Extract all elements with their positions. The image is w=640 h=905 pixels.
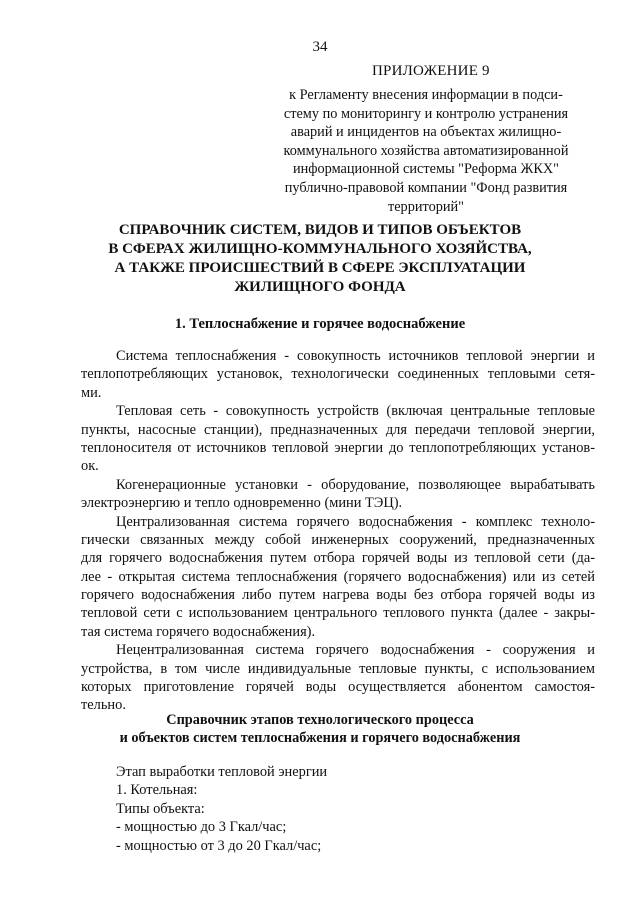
list-item: - мощностью от 3 до 20 Гкал/час;: [116, 837, 322, 854]
section-heading: 1. Теплоснабжение и горячее водоснабжение: [174, 316, 466, 332]
paragraph-line: пункты, насосные станции), предназначенных для передачи тепловой энергии,: [81, 421, 595, 438]
document-title: [60, 221, 580, 297]
paragraph-line: устройства, в том числе индивидуальные тепловые пункты, с использованием: [81, 660, 595, 677]
paragraph-line: гически связанных между собой инженерных сооружений, предназначенных: [81, 531, 595, 548]
paragraph-line: лее - открытая система теплоснабжения (горячего водоснабжения) или из сетей: [81, 568, 595, 585]
paragraph-line: теплоносителя от источников тепловой энергии до теплопотребляющих установ-: [81, 439, 595, 456]
body-text: [81, 347, 595, 715]
paragraph-line: для горячего водоснабжения путем отбора горячей воды из тепловой сети (да-: [81, 550, 595, 567]
paragraph-line: электроэнергию и тепло одновременно (мини ТЭЦ).: [81, 495, 403, 512]
document-title-line: В СФЕРАХ ЖИЛИЩНО-КОММУНАЛЬНОГО ХОЗЯЙСТВА,: [108, 241, 532, 257]
paragraph-line: Централизованная система горячего водоснабжения - комплекс техноло-: [116, 513, 595, 530]
paragraph-line: тепловой сети с использованием центрального теплового пункта (далее - закры-: [81, 605, 595, 622]
appendix-reference-line: коммунального хозяйства автоматизированной: [283, 142, 569, 159]
reference-subheading: [60, 711, 580, 748]
list-item: Типы объекта:: [116, 800, 205, 817]
paragraph-heat-network: [81, 402, 595, 476]
list-item: 1. Котельная:: [116, 782, 198, 799]
appendix-reference-line: аварий и инцидентов на объектах жилищно-: [290, 124, 562, 141]
paragraph-line: ми.: [81, 384, 102, 401]
reference-subheading-line: Справочник этапов технологического процесса: [166, 712, 474, 728]
paragraph-line: Когенерационные установки - оборудование, позволяющее вырабатывать: [116, 476, 595, 493]
paragraph-line: Тепловая сеть - совокупность устройств (включая центральные тепловые: [116, 403, 595, 420]
paragraph-centralized-hot-water: [81, 513, 595, 642]
appendix-reference-line: территорий": [387, 198, 465, 215]
paragraph-line: Нецентрализованная система горячего водоснабжения - сооружения и: [116, 642, 595, 659]
appendix-reference: [268, 86, 584, 216]
document-title-line: СПРАВОЧНИК СИСТЕМ, ВИДОВ И ТИПОВ ОБЪЕКТОВ: [118, 222, 522, 238]
paragraph-line: теплопотребляющих установок, технологически соединенных тепловыми сетя-: [81, 366, 595, 383]
appendix-reference-line: информационной системы "Реформа ЖКХ": [292, 161, 560, 178]
appendix-reference-line: публично-правовой компании "Фонд развития: [284, 179, 568, 196]
paragraph-line: которых приготовление горячей воды осуществляется абонентом самостоя-: [81, 679, 595, 696]
stage-list: [116, 763, 576, 855]
paragraph-heat-supply-system: [81, 347, 595, 402]
paragraph-line: тая система горячего водоснабжения).: [81, 623, 316, 640]
paragraph-line: тельно.: [81, 697, 126, 714]
paragraph-cogeneration: [81, 476, 595, 513]
document-title-line: ЖИЛИЩНОГО ФОНДА: [234, 279, 406, 295]
paragraph-line: Система теплоснабжения - совокупность источников тепловой энергии и: [116, 348, 595, 364]
paragraph-line: горячего водоснабжения либо путем нагрева воды без отбора горячей воды из: [81, 587, 595, 604]
list-item: - мощностью до 3 Гкал/час;: [116, 819, 287, 836]
appendix-title: ПРИЛОЖЕНИЕ 9: [372, 63, 490, 79]
reference-subheading-line: и объектов систем теплоснабжения и горячего водоснабжения: [119, 730, 521, 747]
document-title-line: А ТАКЖЕ ПРОИСШЕСТВИЙ В СФЕРЕ ЭКСПЛУАТАЦИИ: [114, 260, 526, 276]
list-item: Этап выработки тепловой энергии: [116, 764, 328, 780]
paragraph-decentralized-hot-water: [81, 641, 595, 715]
appendix-reference-line: к Регламенту внесения информации в подси-: [289, 87, 563, 103]
paragraph-line: ок.: [81, 458, 99, 475]
appendix-reference-line: стему по мониторингу и контролю устранения: [283, 105, 569, 122]
page-number: 34: [312, 39, 328, 55]
